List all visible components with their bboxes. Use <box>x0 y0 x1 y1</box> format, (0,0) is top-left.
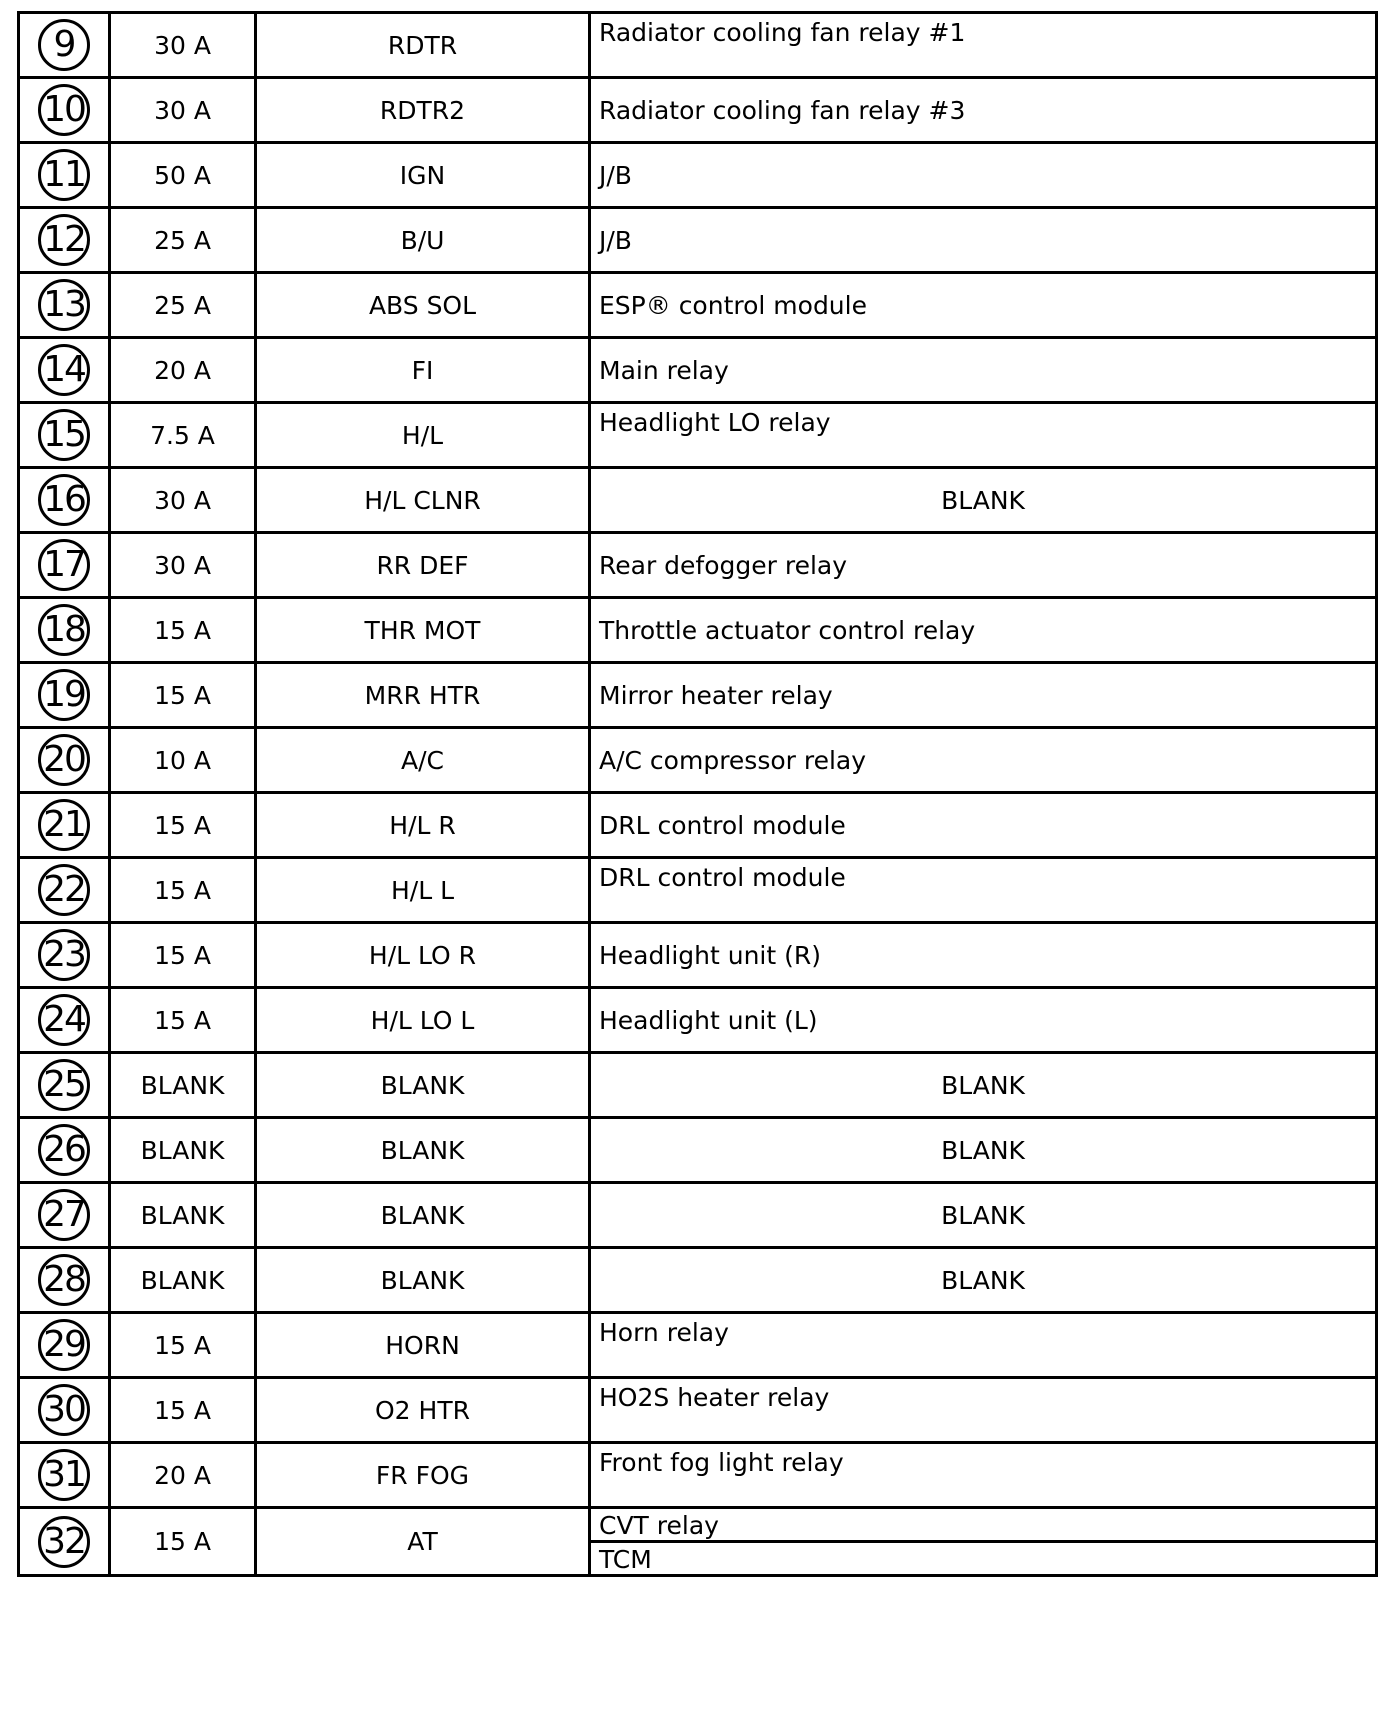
fuse-amperage-cell: 15 A <box>110 1378 256 1443</box>
table-row <box>19 728 1377 793</box>
fuse-number-cell <box>19 208 110 273</box>
fuse-code-cell: H/L CLNR <box>256 468 590 533</box>
fuse-description-cell: Main relay <box>590 338 1377 403</box>
fuse-amperage-cell: 20 A <box>110 1443 256 1508</box>
fuse-code-cell: MRR HTR <box>256 663 590 728</box>
fuse-code-cell: RDTR2 <box>256 78 590 143</box>
table-row <box>19 208 1377 273</box>
fuse-number-circle: 20 <box>38 734 90 786</box>
fuse-amperage-cell: BLANK <box>110 1248 256 1313</box>
fuse-amperage-cell: 20 A <box>110 338 256 403</box>
fuse-number-cell <box>19 858 110 923</box>
fuse-code-cell: IGN <box>256 143 590 208</box>
fuse-number-cell <box>19 663 110 728</box>
fuse-number-cell <box>19 1313 110 1378</box>
fuse-code-cell: H/L R <box>256 793 590 858</box>
fuse-number-circle: 32 <box>38 1516 90 1568</box>
fuse-number-cell <box>19 533 110 598</box>
fuse-table <box>17 11 1378 1577</box>
fuse-number-circle: 23 <box>38 929 90 981</box>
table-row <box>19 13 1377 78</box>
fuse-number-circle: 24 <box>38 994 90 1046</box>
fuse-code-cell: B/U <box>256 208 590 273</box>
fuse-number-cell <box>19 1183 110 1248</box>
table-row <box>19 1183 1377 1248</box>
fuse-code-cell: RR DEF <box>256 533 590 598</box>
fuse-amperage-cell: 25 A <box>110 208 256 273</box>
fuse-number-circle: 12 <box>38 214 90 266</box>
fuse-amperage-cell: 15 A <box>110 858 256 923</box>
fuse-description-cell: Throttle actuator control relay <box>590 598 1377 663</box>
fuse-number-circle: 15 <box>38 409 90 461</box>
table-row <box>19 858 1377 923</box>
fuse-number-circle: 18 <box>38 604 90 656</box>
table-row <box>19 143 1377 208</box>
fuse-number-cell <box>19 468 110 533</box>
fuse-code-cell: A/C <box>256 728 590 793</box>
fuse-description-cell: Radiator cooling fan relay #1 <box>590 13 1377 78</box>
fuse-description-cell: Radiator cooling fan relay #3 <box>590 78 1377 143</box>
fuse-amperage-cell: BLANK <box>110 1183 256 1248</box>
fuse-amperage-cell: 10 A <box>110 728 256 793</box>
description-line: TCM <box>591 1540 1375 1574</box>
fuse-amperage-cell: 15 A <box>110 1313 256 1378</box>
fuse-number-cell <box>19 1248 110 1313</box>
fuse-description-cell: Mirror heater relay <box>590 663 1377 728</box>
fuse-number-circle: 14 <box>38 344 90 396</box>
fuse-code-cell: O2 HTR <box>256 1378 590 1443</box>
description-line: CVT relay <box>599 1511 719 1540</box>
fuse-number-cell <box>19 403 110 468</box>
fuse-number-cell <box>19 1443 110 1508</box>
fuse-description-cell: BLANK <box>590 468 1377 533</box>
fuse-number-cell <box>19 1053 110 1118</box>
table-row <box>19 1118 1377 1183</box>
fuse-description-cell: HO2S heater relay <box>590 1378 1377 1443</box>
table-row <box>19 533 1377 598</box>
table-row <box>19 338 1377 403</box>
fuse-description-cell <box>590 1508 1377 1576</box>
fuse-number-circle: 26 <box>38 1124 90 1176</box>
fuse-code-cell: AT <box>256 1508 590 1576</box>
fuse-description-cell: Horn relay <box>590 1313 1377 1378</box>
fuse-description-cell: Rear defogger relay <box>590 533 1377 598</box>
fuse-number-cell <box>19 793 110 858</box>
fuse-code-cell: RDTR <box>256 13 590 78</box>
fuse-amperage-cell: 7.5 A <box>110 403 256 468</box>
fuse-number-circle: 22 <box>38 864 90 916</box>
fuse-number-circle: 21 <box>38 799 90 851</box>
fuse-amperage-cell: 50 A <box>110 143 256 208</box>
fuse-amperage-cell: 15 A <box>110 663 256 728</box>
fuse-code-cell: FR FOG <box>256 1443 590 1508</box>
fuse-number-circle: 27 <box>38 1189 90 1241</box>
table-row <box>19 988 1377 1053</box>
fuse-description-cell: BLANK <box>590 1118 1377 1183</box>
fuse-description-cell: Front fog light relay <box>590 1443 1377 1508</box>
table-row <box>19 598 1377 663</box>
split-description <box>591 1509 1375 1574</box>
fuse-description-cell: J/B <box>590 208 1377 273</box>
fuse-number-cell <box>19 923 110 988</box>
fuse-code-cell: H/L <box>256 403 590 468</box>
table-row <box>19 78 1377 143</box>
fuse-number-circle: 17 <box>38 539 90 591</box>
table-row <box>19 468 1377 533</box>
fuse-amperage-cell: 15 A <box>110 923 256 988</box>
table-row <box>19 273 1377 338</box>
fuse-description-cell: DRL control module <box>590 858 1377 923</box>
fuse-code-cell: BLANK <box>256 1053 590 1118</box>
fuse-amperage-cell: 30 A <box>110 78 256 143</box>
fuse-number-circle: 13 <box>38 279 90 331</box>
fuse-number-cell <box>19 338 110 403</box>
fuse-amperage-cell: 15 A <box>110 598 256 663</box>
fuse-description-cell: J/B <box>590 143 1377 208</box>
table-row <box>19 1378 1377 1443</box>
fuse-description-cell: BLANK <box>590 1053 1377 1118</box>
fuse-amperage-cell: BLANK <box>110 1118 256 1183</box>
fuse-description-cell: A/C compressor relay <box>590 728 1377 793</box>
fuse-code-cell: BLANK <box>256 1183 590 1248</box>
fuse-code-cell: BLANK <box>256 1248 590 1313</box>
fuse-description-cell: BLANK <box>590 1183 1377 1248</box>
fuse-amperage-cell: 30 A <box>110 13 256 78</box>
table-row <box>19 1313 1377 1378</box>
fuse-number-cell <box>19 143 110 208</box>
fuse-number-cell <box>19 1378 110 1443</box>
fuse-number-circle: 19 <box>38 669 90 721</box>
fuse-number-circle: 29 <box>38 1319 90 1371</box>
fuse-table-body <box>19 13 1377 1576</box>
fuse-amperage-cell: 15 A <box>110 1508 256 1576</box>
fuse-description-cell: Headlight LO relay <box>590 403 1377 468</box>
fuse-code-cell: BLANK <box>256 1118 590 1183</box>
fuse-description-cell: ESP® control module <box>590 273 1377 338</box>
fuse-number-cell <box>19 988 110 1053</box>
fuse-number-cell <box>19 273 110 338</box>
fuse-number-cell <box>19 78 110 143</box>
fuse-number-circle: 16 <box>38 474 90 526</box>
fuse-amperage-cell: 15 A <box>110 793 256 858</box>
table-row <box>19 403 1377 468</box>
fuse-number-cell <box>19 598 110 663</box>
fuse-number-circle: 25 <box>38 1059 90 1111</box>
fuse-amperage-cell: BLANK <box>110 1053 256 1118</box>
fuse-description-cell: DRL control module <box>590 793 1377 858</box>
fuse-number-cell <box>19 13 110 78</box>
fuse-code-cell: H/L LO L <box>256 988 590 1053</box>
table-row <box>19 1248 1377 1313</box>
fuse-number-circle: 10 <box>38 84 90 136</box>
fuse-description-cell: BLANK <box>590 1248 1377 1313</box>
fuse-amperage-cell: 30 A <box>110 533 256 598</box>
fuse-number-circle: 31 <box>38 1449 90 1501</box>
fuse-amperage-cell: 15 A <box>110 988 256 1053</box>
fuse-number-circle: 9 <box>38 19 90 71</box>
table-row <box>19 663 1377 728</box>
fuse-code-cell: FI <box>256 338 590 403</box>
fuse-number-circle: 28 <box>38 1254 90 1306</box>
fuse-description-cell: Headlight unit (R) <box>590 923 1377 988</box>
fuse-number-cell <box>19 1118 110 1183</box>
fuse-number-circle: 11 <box>38 149 90 201</box>
fuse-code-cell: H/L L <box>256 858 590 923</box>
fuse-amperage-cell: 30 A <box>110 468 256 533</box>
table-row <box>19 793 1377 858</box>
fuse-number-circle: 30 <box>38 1384 90 1436</box>
table-row <box>19 1508 1377 1576</box>
table-row <box>19 1443 1377 1508</box>
table-row <box>19 1053 1377 1118</box>
fuse-code-cell: ABS SOL <box>256 273 590 338</box>
fuse-code-cell: H/L LO R <box>256 923 590 988</box>
fuse-code-cell: HORN <box>256 1313 590 1378</box>
fuse-code-cell: THR MOT <box>256 598 590 663</box>
fuse-description-cell: Headlight unit (L) <box>590 988 1377 1053</box>
fuse-number-cell <box>19 728 110 793</box>
fuse-number-cell <box>19 1508 110 1576</box>
fuse-amperage-cell: 25 A <box>110 273 256 338</box>
table-row <box>19 923 1377 988</box>
